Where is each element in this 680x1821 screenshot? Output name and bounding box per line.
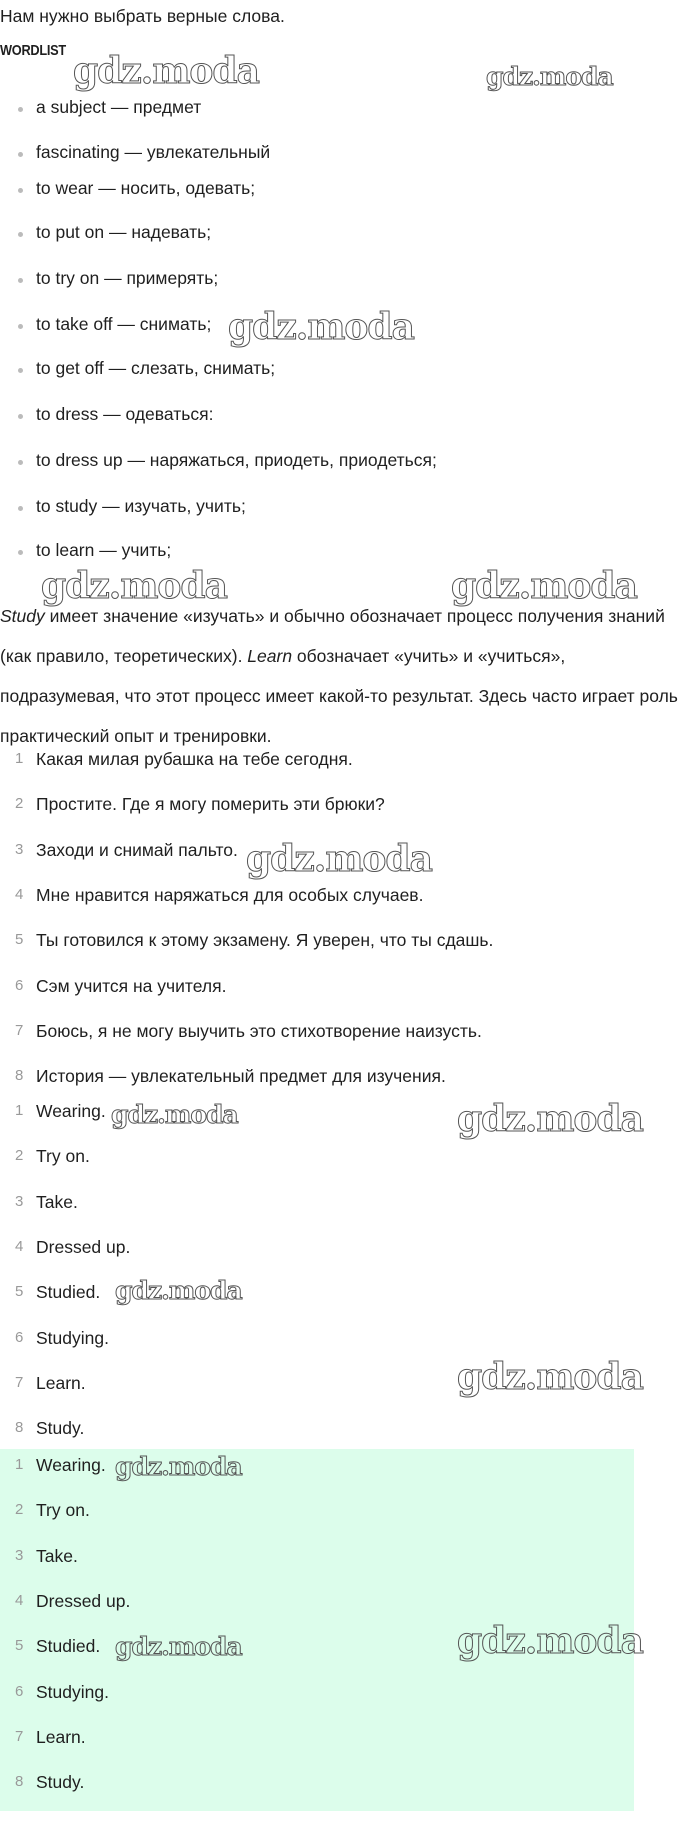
item-number: 3 (15, 1192, 24, 1210)
bullet-icon (18, 460, 23, 465)
list-item: Try on. (36, 1146, 90, 1167)
list-item: Dressed up. (36, 1236, 131, 1257)
bullet-icon (18, 188, 23, 193)
wordlist-item: to dress — одеваться: (36, 404, 214, 424)
item-number: 2 (15, 795, 24, 813)
wordlist-item: to take off — снимать; (36, 314, 212, 334)
list-item: Боюсь, я не могу выучить это стихотворение наизусть. (36, 1020, 482, 1041)
item-number: 6 (15, 976, 24, 994)
list-item: Take. (36, 1545, 78, 1566)
item-number: 4 (15, 1591, 24, 1609)
list-item: Studying. (36, 1327, 109, 1348)
list-item: Заходи и снимай пальто. (36, 839, 238, 860)
item-number: 5 (15, 931, 24, 949)
bullet-icon (18, 232, 23, 237)
watermark: gdz.moda (111, 1100, 238, 1129)
bullet-icon (18, 324, 23, 329)
explanation-paragraph (0, 596, 680, 756)
item-number: 7 (15, 1727, 24, 1745)
list-item: Dressed up. (36, 1590, 131, 1611)
list-item: Study. (36, 1418, 85, 1439)
wordlist-item: to study — изучать, учить; (36, 496, 246, 516)
item-number: 6 (15, 1682, 24, 1700)
list-item: Take. (36, 1191, 78, 1212)
watermark: gdz.moda (486, 62, 613, 91)
item-number: 4 (15, 885, 24, 903)
wordlist-item: to get off — слезать, снимать; (36, 358, 276, 378)
item-number: 3 (15, 1546, 24, 1564)
wordlist-item: to wear — носить, одевать; (36, 178, 256, 198)
watermark: gdz.moda (246, 838, 432, 880)
list-item: Ты готовился к этому экзамену. Я уверен, что ты сдашь. (36, 930, 494, 951)
item-number: 6 (15, 1328, 24, 1346)
list-item: Try on. (36, 1500, 90, 1521)
wordlist-item: a subject — предмет (36, 97, 202, 117)
wordlist-item: to put on — надевать; (36, 222, 212, 242)
list-item: Learn. (36, 1372, 86, 1393)
item-number: 7 (15, 1373, 24, 1391)
watermark: gdz.moda (228, 306, 414, 348)
list-item: Сэм учится на учителя. (36, 975, 227, 996)
list-item: Studied. (36, 1282, 101, 1303)
intro-text: Нам нужно выбрать верные слова. (0, 6, 285, 26)
item-number: 3 (15, 840, 24, 858)
word-learn: Learn (247, 646, 293, 666)
watermark: gdz.moda (115, 1452, 242, 1481)
item-number: 5 (15, 1283, 24, 1301)
list-item: Какая милая рубашка на тебе сегодня. (36, 749, 353, 769)
watermark: gdz.moda (451, 565, 637, 607)
watermark: gdz.moda (457, 1098, 643, 1140)
wordlist-item: fascinating — увлекательный (36, 142, 271, 162)
list-item: Wearing. (36, 1101, 106, 1121)
explanation-part1: имеет значение «изучать» и обычно обозначает процесс получения знаний (как правило, теоретических). (0, 606, 665, 666)
bullet-icon (18, 550, 23, 555)
bullet-icon (18, 107, 23, 112)
item-number: 7 (15, 1021, 24, 1039)
item-number: 1 (15, 1102, 24, 1119)
wordlist-item: to try on — примерять; (36, 268, 219, 288)
watermark: gdz.moda (115, 1632, 242, 1661)
watermark: gdz.moda (41, 565, 227, 607)
item-number: 5 (15, 1637, 24, 1655)
wordlist-item: to dress up — наряжаться, приодеть, приодеться; (36, 450, 437, 470)
item-number: 2 (15, 1147, 24, 1165)
list-item: Learn. (36, 1726, 86, 1747)
watermark: gdz.moda (457, 1620, 643, 1662)
bullet-icon (18, 506, 23, 511)
list-item: Study. (36, 1772, 85, 1793)
watermark: gdz.moda (115, 1276, 242, 1305)
item-number: 8 (15, 1773, 24, 1791)
item-number: 1 (15, 1456, 24, 1473)
wordlist-item: to learn — учить; (36, 540, 172, 560)
list-item: Wearing. (36, 1455, 106, 1475)
item-number: 8 (15, 1419, 24, 1437)
bullet-icon (18, 152, 23, 157)
item-number: 4 (15, 1237, 24, 1255)
list-item: История — увлекательный предмет для изучения. (36, 1066, 446, 1087)
explanation-part2: обозначает «учить» и «учиться», подразумевая, что этот процесс имеет какой-то результат. Здесь часто играет роль практический опыт и тренировки. (0, 646, 678, 746)
item-number: 2 (15, 1501, 24, 1519)
word-study: Study (0, 606, 45, 626)
bullet-icon (18, 278, 23, 283)
item-number: 1 (15, 750, 24, 767)
bullet-icon (18, 414, 23, 419)
watermark: gdz.moda (457, 1356, 643, 1398)
wordlist-heading: WORDLIST (0, 42, 66, 59)
list-item: Studied. (36, 1636, 101, 1657)
list-item: Studying. (36, 1681, 109, 1702)
item-number: 8 (15, 1067, 24, 1085)
bullet-icon (18, 368, 23, 373)
list-item: Мне нравится наряжаться для особых случаев. (36, 884, 424, 905)
watermark: gdz.moda (73, 50, 259, 92)
list-item: Простите. Где я могу померить эти брюки? (36, 794, 385, 815)
